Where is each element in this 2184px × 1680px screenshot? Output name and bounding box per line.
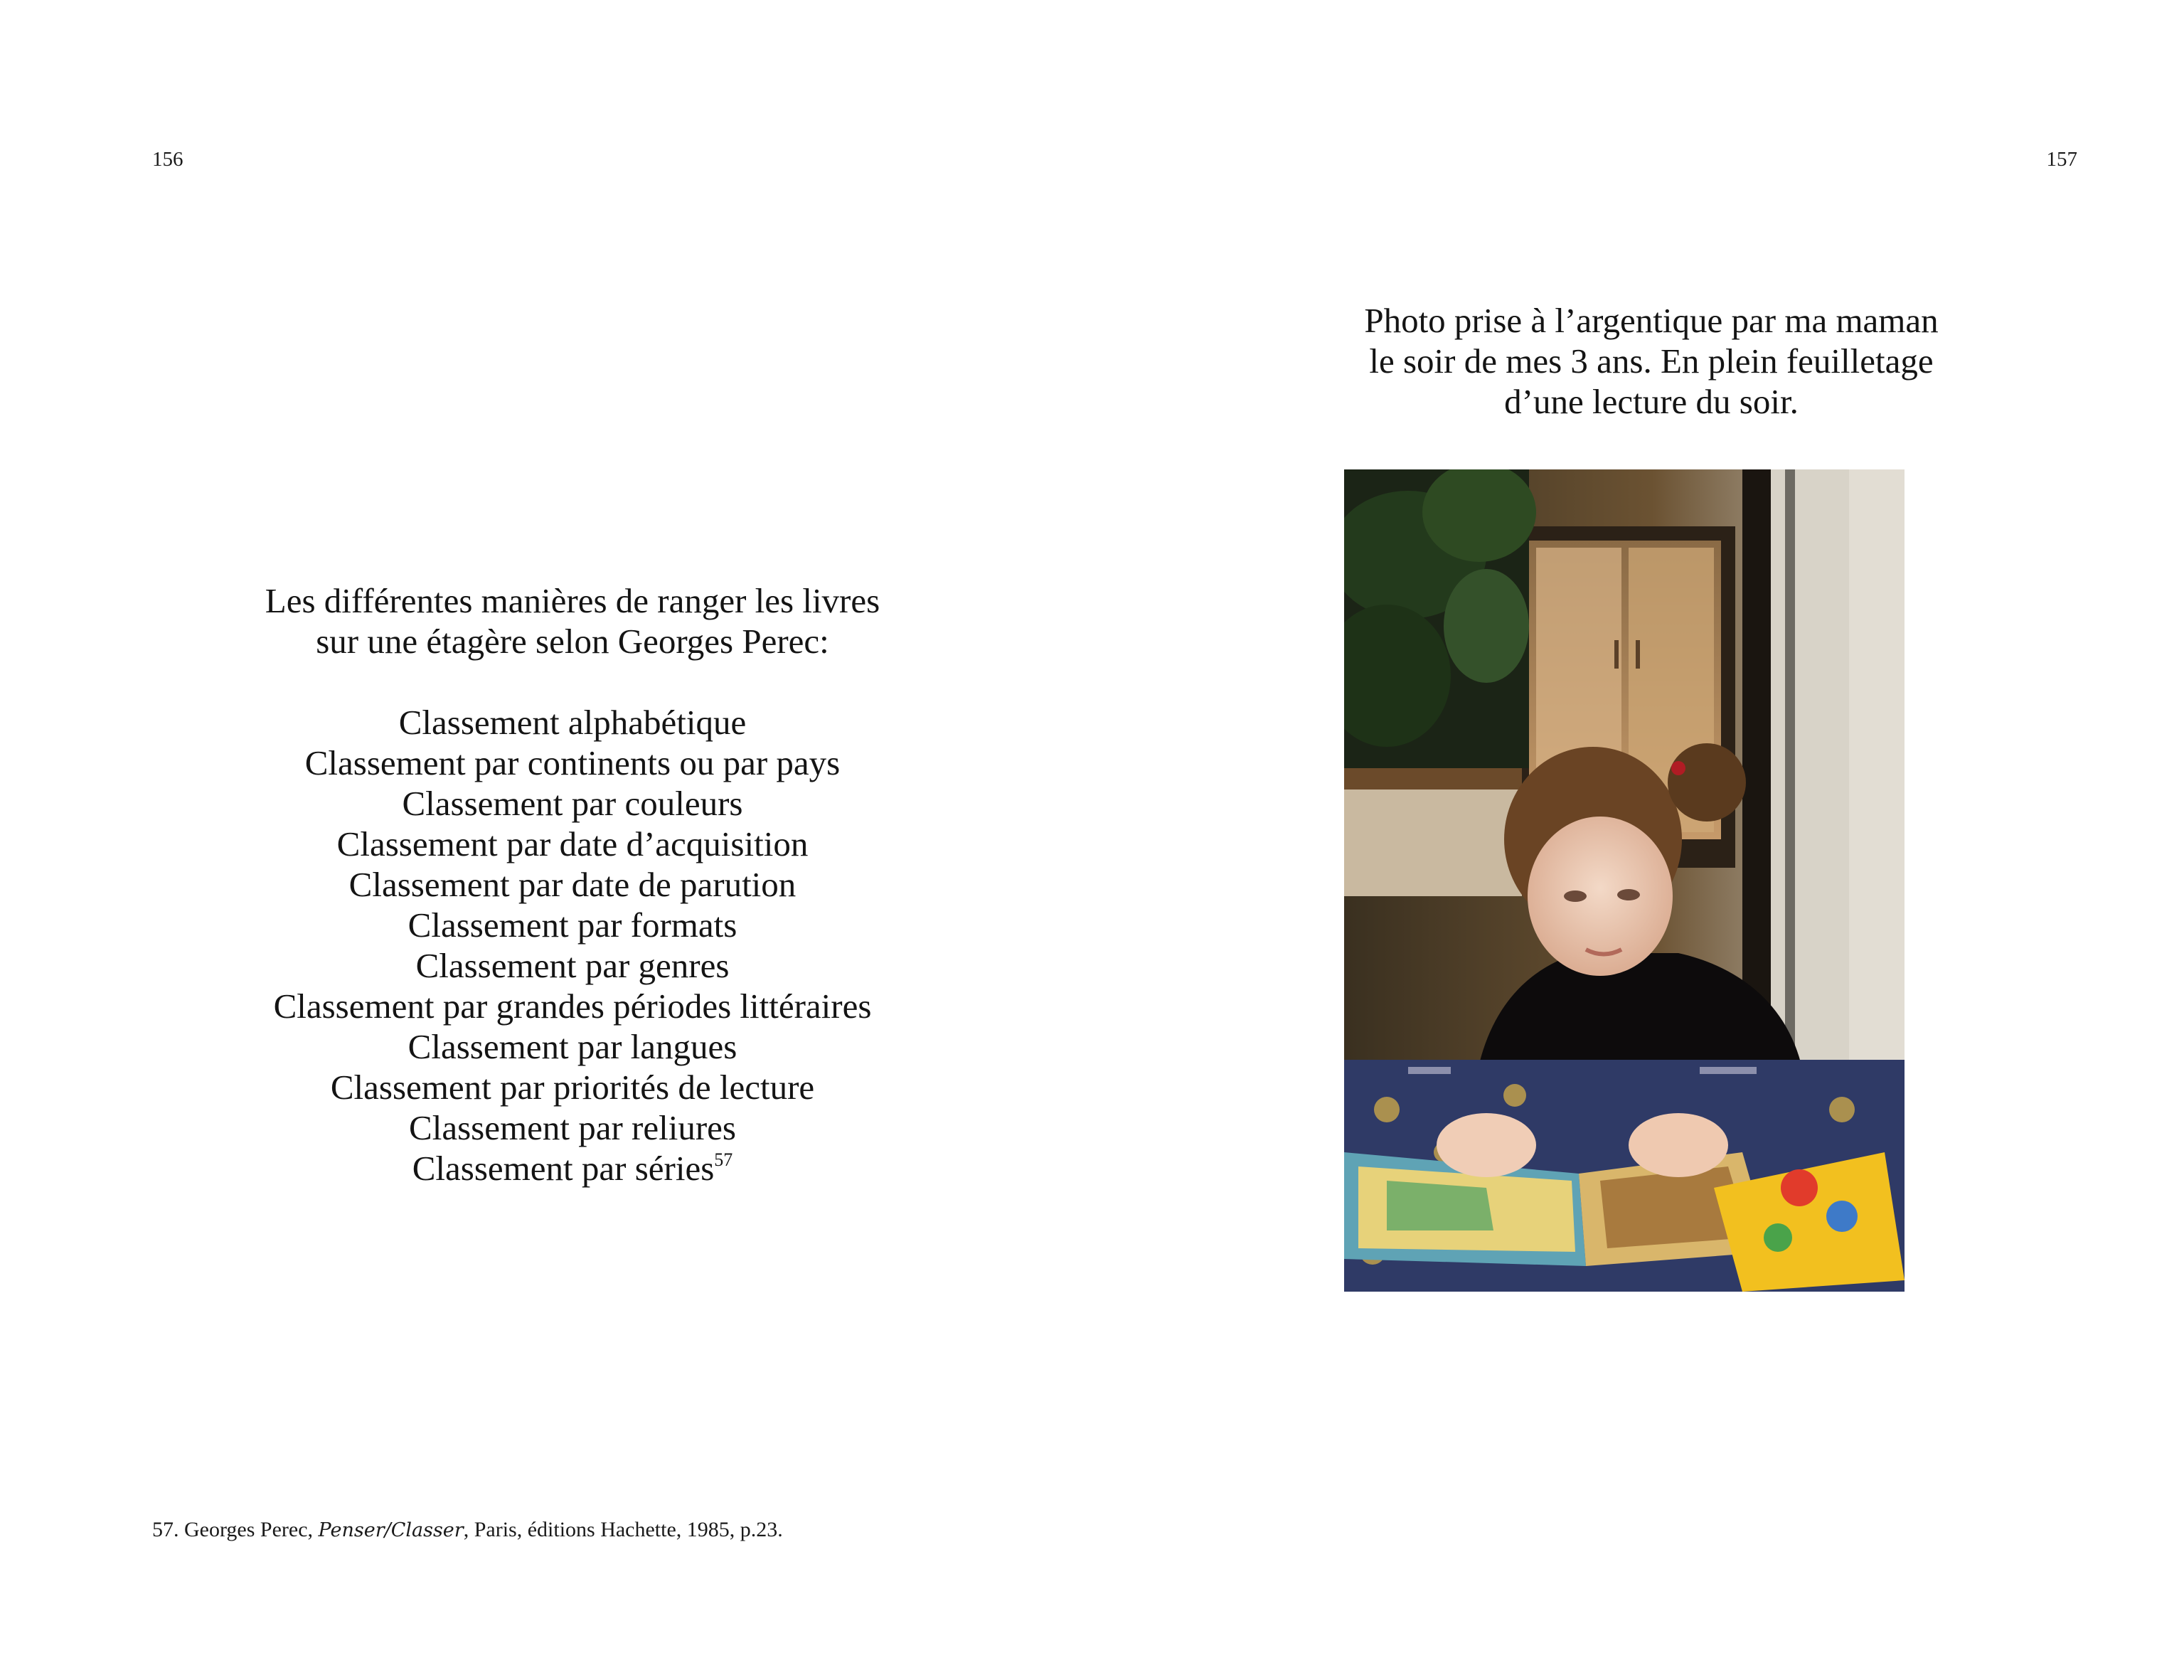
- caption-line: le soir de mes 3 ans. En plein feuilletage: [1369, 341, 1934, 381]
- photo-caption: [1260, 300, 2042, 422]
- footnote-prefix: 57. Georges Perec,: [152, 1518, 319, 1541]
- list-item: Classement par priorités de lecture: [330, 1068, 815, 1107]
- list-item: Classement par continents ou par pays: [304, 743, 841, 782]
- caption-line: d’une lecture du soir.: [1504, 382, 1799, 421]
- list-item: Classement par langues: [407, 1027, 737, 1066]
- list-item: Classement par formats: [407, 905, 737, 945]
- list-item: Classement par date de parution: [348, 865, 797, 904]
- right-page: [1092, 0, 2184, 1680]
- list-item: Classement par grandes périodes littéraires: [273, 987, 872, 1026]
- intro-line: Les différentes manières de ranger les livres: [265, 581, 880, 620]
- caption-line: Photo prise à l’argentique par ma maman: [1364, 301, 1939, 340]
- page-number: 156: [152, 148, 183, 171]
- list-intro: [171, 580, 974, 661]
- classification-list: [171, 580, 974, 1189]
- footnote: [152, 1518, 783, 1542]
- photo-child-reading: [1344, 469, 1905, 1292]
- footnote-marker: 57: [714, 1149, 733, 1170]
- footnote-book-title: Penser/Classer: [318, 1519, 464, 1541]
- page-number: 157: [2046, 148, 2077, 171]
- intro-line: sur une étagère selon Georges Perec:: [316, 622, 829, 661]
- list-item: Classement alphabétique: [398, 703, 747, 742]
- footnote-suffix: , Paris, éditions Hachette, 1985, p.23.: [463, 1518, 783, 1541]
- list-item-last: [171, 1148, 974, 1189]
- photo-illustration: [1344, 469, 1905, 1292]
- list-item: Classement par couleurs: [402, 784, 743, 823]
- list-item: Classement par date d’acquisition: [336, 824, 809, 863]
- list-item: Classement par genres: [415, 946, 730, 985]
- list-item: Classement par reliures: [409, 1108, 736, 1147]
- list-item: Classement par séries: [412, 1149, 715, 1188]
